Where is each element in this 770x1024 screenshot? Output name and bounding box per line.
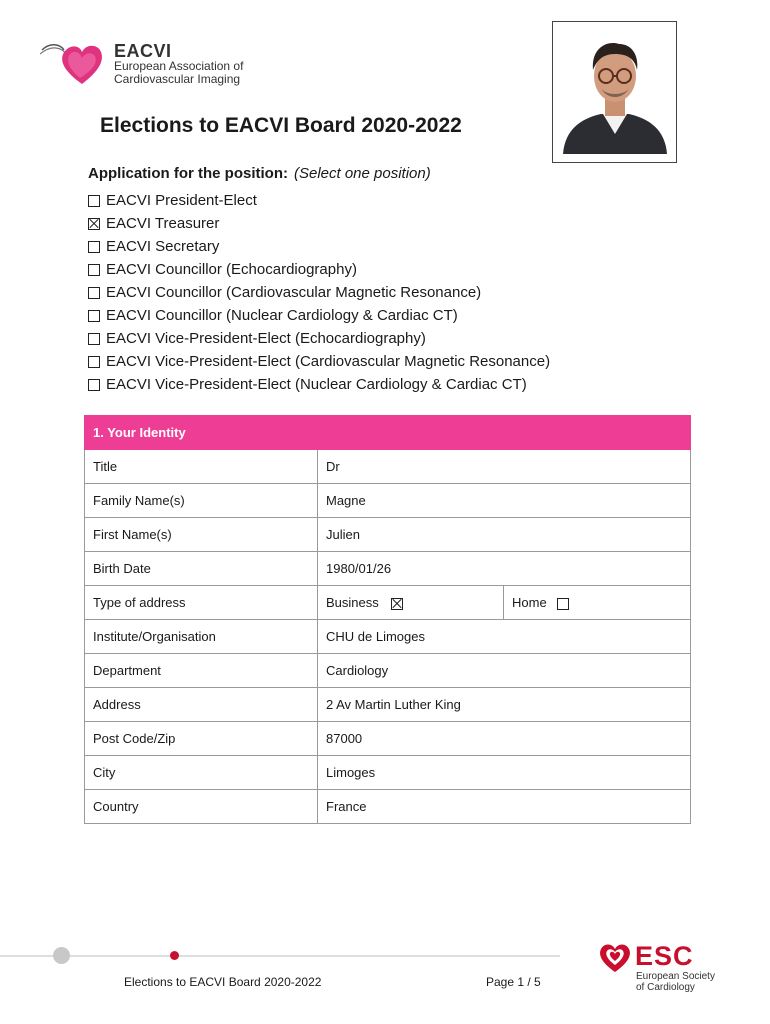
table-row [85, 450, 691, 484]
business-option[interactable] [318, 586, 504, 620]
home-checkbox[interactable] [557, 598, 569, 610]
identity-table [84, 415, 691, 824]
candidate-photo [552, 21, 677, 163]
country-value[interactable]: France [318, 790, 691, 824]
position-label: EACVI Secretary [106, 237, 220, 255]
family-name-label: Family Name(s) [85, 484, 318, 518]
table-row [85, 620, 691, 654]
footer-divider [0, 955, 560, 957]
table-row [85, 688, 691, 722]
person-portrait-icon [561, 30, 669, 154]
postcode-value[interactable]: 87000 [318, 722, 691, 756]
identity-section-title: 1. Your Identity [85, 416, 691, 450]
birth-date-label: Birth Date [85, 552, 318, 586]
address-type-label: Type of address [85, 586, 318, 620]
birth-date-value[interactable]: 1980/01/26 [318, 552, 691, 586]
title-label: Title [85, 450, 318, 484]
table-row [85, 518, 691, 552]
esc-name-line1: European Society [636, 971, 715, 982]
institute-label: Institute/Organisation [85, 620, 318, 654]
position-label: EACVI Vice-President-Elect (Cardiovascular Magnetic Resonance) [106, 352, 551, 370]
position-option[interactable] [88, 304, 550, 327]
position-option[interactable] [88, 373, 550, 396]
org-name-line2: Cardiovascular Imaging [114, 72, 241, 86]
table-row [85, 790, 691, 824]
first-name-label: First Name(s) [85, 518, 318, 552]
business-label: Business [326, 595, 379, 610]
esc-heart-icon [598, 943, 632, 973]
org-name-line1: European Association of [114, 59, 244, 73]
position-label: EACVI President-Elect [106, 191, 257, 209]
table-row [85, 552, 691, 586]
org-full-name [114, 60, 243, 86]
position-checkbox[interactable] [88, 218, 100, 230]
position-label: EACVI Vice-President-Elect (Echocardiography) [106, 329, 426, 347]
first-name-value[interactable]: Julien [318, 518, 691, 552]
position-checkbox[interactable] [88, 379, 100, 391]
position-option[interactable] [88, 212, 550, 235]
footer-red-dot [170, 951, 179, 960]
page-number: Page 1 / 5 [486, 975, 541, 989]
position-checkbox[interactable] [88, 310, 100, 322]
position-option[interactable] [88, 258, 550, 281]
application-hint: (Select one position) [293, 165, 431, 182]
esc-full-name [636, 971, 715, 993]
identity-header-row [85, 416, 691, 450]
position-checkbox[interactable] [88, 287, 100, 299]
footer-grey-dot [53, 947, 70, 964]
position-checkbox[interactable] [88, 356, 100, 368]
position-list [88, 189, 550, 396]
postcode-label: Post Code/Zip [85, 722, 318, 756]
family-name-value[interactable]: Magne [318, 484, 691, 518]
position-checkbox[interactable] [88, 241, 100, 253]
institute-value[interactable]: CHU de Limoges [318, 620, 691, 654]
table-row [85, 654, 691, 688]
esc-short-name: ESC [635, 941, 694, 971]
department-value[interactable]: Cardiology [318, 654, 691, 688]
table-row [85, 722, 691, 756]
position-option[interactable] [88, 189, 550, 212]
position-checkbox[interactable] [88, 264, 100, 276]
address-value[interactable]: 2 Av Martin Luther King [318, 688, 691, 722]
position-option[interactable] [88, 281, 550, 304]
position-option[interactable] [88, 350, 550, 373]
position-label: EACVI Vice-President-Elect (Nuclear Cardiology & Cardiac CT) [106, 375, 527, 393]
business-checkbox[interactable] [391, 598, 403, 610]
footer-document-title: Elections to EACVI Board 2020-2022 [124, 975, 322, 989]
position-checkbox[interactable] [88, 195, 100, 207]
position-label: EACVI Councillor (Nuclear Cardiology & Cardiac CT) [106, 306, 458, 324]
position-label: EACVI Councillor (Echocardiography) [106, 260, 357, 278]
table-row [85, 756, 691, 790]
position-label: EACVI Treasurer [106, 214, 220, 232]
position-label: EACVI Councillor (Cardiovascular Magnetic Resonance) [106, 283, 482, 301]
org-short-name: EACVI [114, 41, 172, 61]
title-value[interactable]: Dr [318, 450, 691, 484]
eacvi-logo [40, 40, 280, 100]
table-row [85, 586, 691, 620]
position-checkbox[interactable] [88, 333, 100, 345]
city-value[interactable]: Limoges [318, 756, 691, 790]
department-label: Department [85, 654, 318, 688]
position-option[interactable] [88, 235, 550, 258]
application-label [88, 165, 431, 182]
esc-name-line2: of Cardiology [636, 982, 695, 993]
position-option[interactable] [88, 327, 550, 350]
country-label: Country [85, 790, 318, 824]
page-title: Elections to EACVI Board 2020-2022 [100, 114, 462, 137]
city-label: City [85, 756, 318, 790]
home-option[interactable] [504, 586, 691, 620]
address-label: Address [85, 688, 318, 722]
table-row [85, 484, 691, 518]
home-label: Home [512, 595, 547, 610]
esc-logo [598, 941, 738, 997]
application-label-text: Application for the position: [88, 165, 288, 182]
heart-logo-icon [40, 40, 110, 88]
